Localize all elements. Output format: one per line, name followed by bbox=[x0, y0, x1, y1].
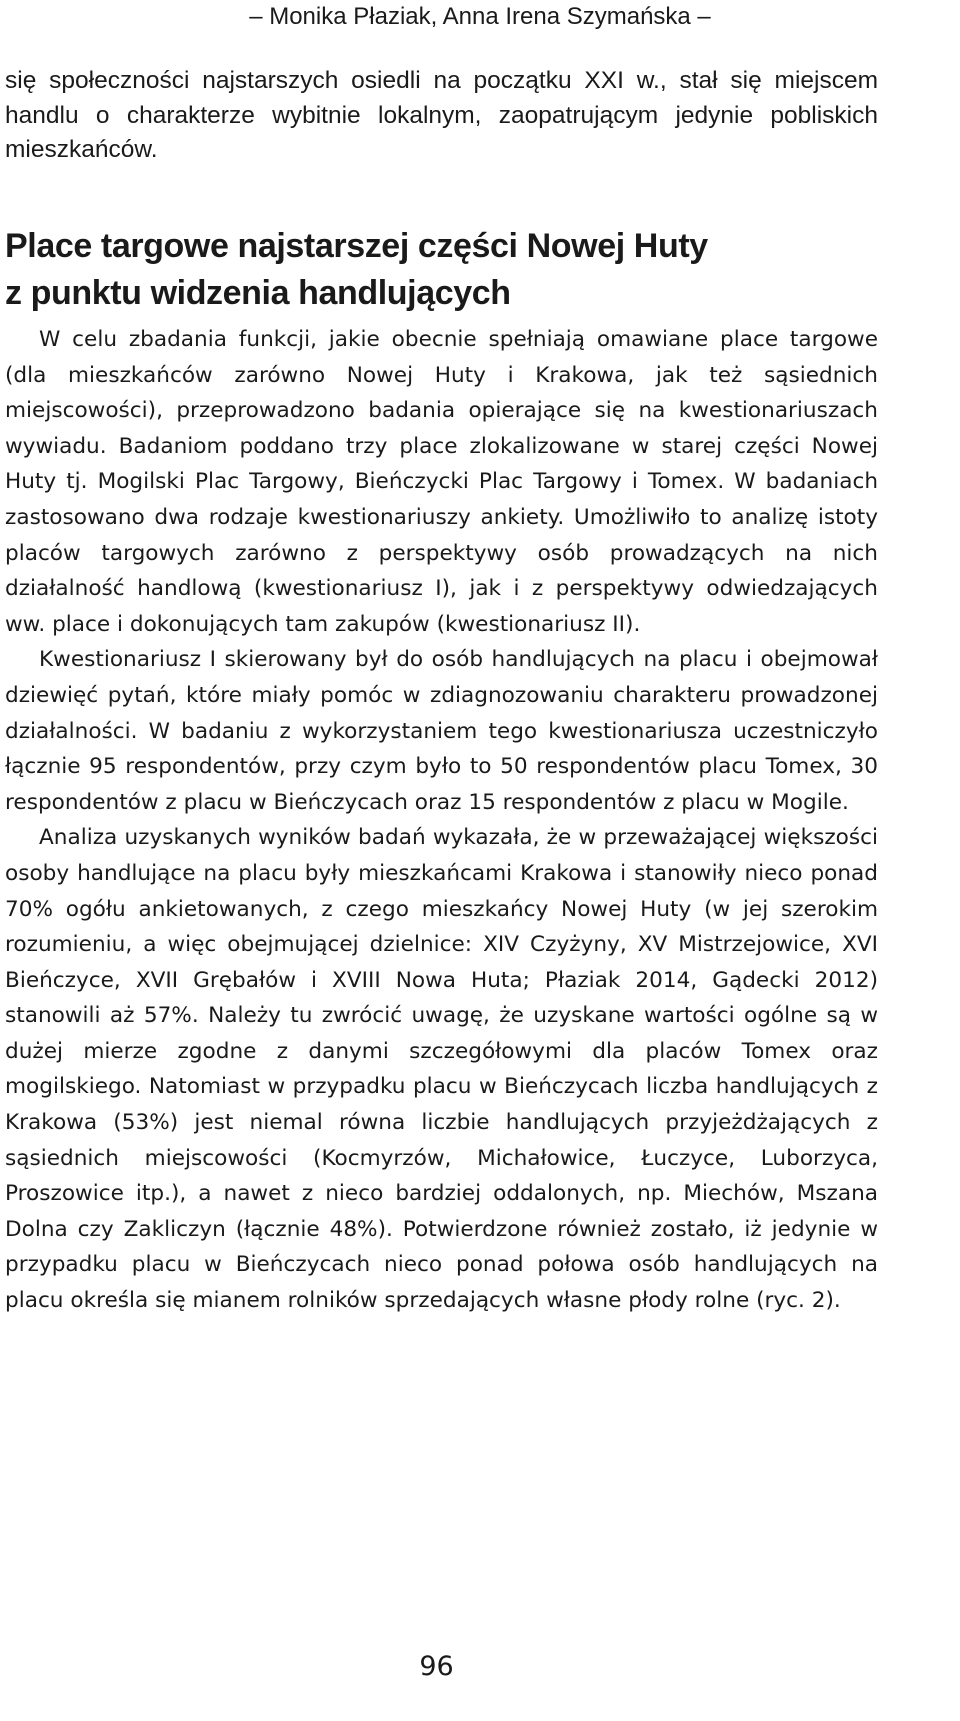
page-number: 96 bbox=[419, 1651, 454, 1682]
paragraph-results: Analiza uzyskanych wyników badań wykazała, że w przeważającej większości osoby handlujące na placu były mieszkańcami Krakowa i stanowiły nieco ponad 70% ogółu ankietowanych, z czego mieszkańcy Nowej Huty (w jej szerokim rozumieniu, a więc obejmującej dzielnice: XIV Czyżyny, XV Mistrzejowice, XVI Bieńczyce, XVII Grębałów i XVIII Nowa Huta; Płaziak 2014, Gądecki 2012) stanowili aż 57%. Należy tu zwrócić uwagę, że uzyskane wartości ogólne są w dużej mierze zgodne z danymi szczegółowymi dla placów Tomex oraz mogilskiego. Natomiast w przypadku placu w Bieńczycach liczba handlujących z Krakowa (53%) jest niemal równa liczbie handlujących przyjeżdżających z sąsiednich miejscowości (Kocmyrzów, Michałowice, Łuczyce, Luborzyca, Proszowice itp.), a nawet z nieco bardziej oddalonych, np. Miechów, Mszana Dolna czy Zakliczyn (łącznie 48%). Potwierdzone również zostało, iż jedynie w przypadku placu w Bieńczycach nieco ponad połowa osób handlujących na placu określa się mianem rolników sprzedających własne płody rolne (ryc. 2). bbox=[5, 825, 878, 1314]
running-header: – Monika Płaziak, Anna Irena Szymańska – bbox=[249, 3, 711, 30]
intro-paragraph: się społeczności najstarszych osiedli na początku XXI w., stał się miejscem handlu o charakterze wybitnie lokalnym, zaopatrującym jedynie pobliskich mieszkańców. bbox=[5, 67, 878, 163]
paragraph-questionnaire-one: Kwestionariusz I skierowany był do osób handlujących na placu i obejmował dziewięć pytań, które miały pomóc w zdiagnozowaniu charakteru prowadzonej działalności. W badaniu z wykorzystaniem tego kwestionariusza uczestniczyło łącznie 95 respondentów, przy czym było to 50 respondentów placu Tomex, 30 respondentów z placu w Bieńczycach oraz 15 respondentów z placu w Mogile. bbox=[5, 647, 878, 815]
paragraph-methods: W celu zbadania funkcji, jakie obecnie spełniają omawiane place targowe (dla mieszkańców zarówno Nowej Huty i Krakowa, jak też sąsiednich miejscowości), przeprowadzono badania opierające się na kwestionariuszach wywiadu. Badaniom poddano trzy place zlokalizowane w starej części Nowej Huty tj. Mogilski Plac Targowy, Bieńczycki Plac Targowy i Tomex. W badaniach zastosowano dwa rodzaje kwestionariuszy ankiety. Umożliwiło to analizę istoty placów targowych zarówno z perspektywy osób prowadzących na nich działalność handlową (kwestionariusz I), jak i z perspektywy odwiedzających ww. place i dokonujących tam zakupów (kwestionariusz II). bbox=[5, 327, 878, 637]
section-heading bbox=[5, 223, 878, 317]
section-heading-line-1: Place targowe najstarszej części Nowej Huty bbox=[5, 227, 708, 265]
section-heading-line-2: z punktu widzenia handlujących bbox=[5, 274, 511, 312]
section-body bbox=[5, 322, 878, 1319]
